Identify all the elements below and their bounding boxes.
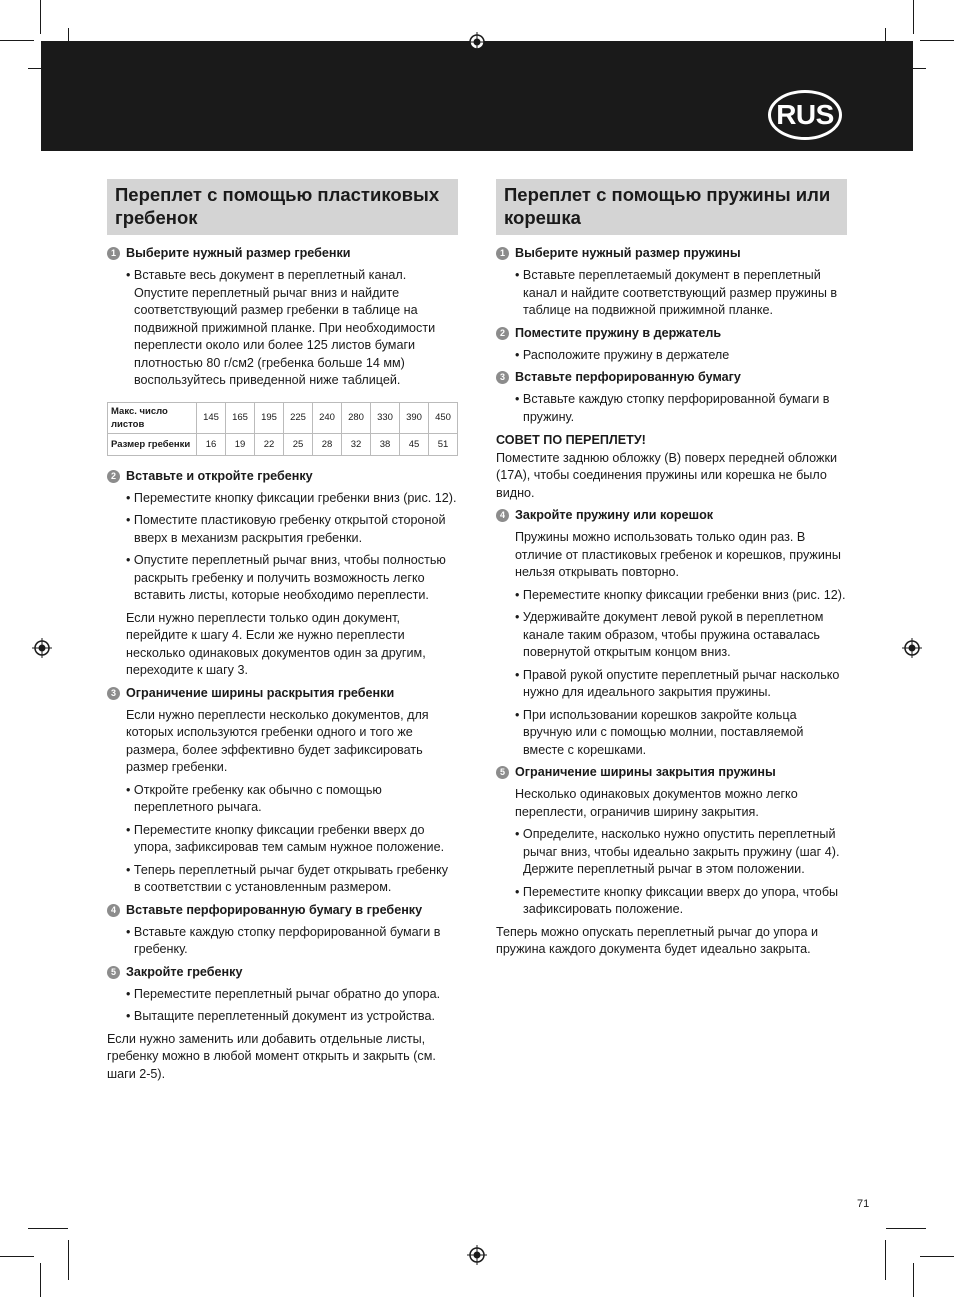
tip-heading: СОВЕТ ПО ПЕРЕПЛЕТУ! (496, 433, 646, 447)
step-title: Выберите нужный размер пружины (515, 246, 741, 260)
step-heading (107, 245, 458, 262)
bullet-item: • Вставьте каждую стопку перфорированной бумаги в пружину. (515, 391, 847, 426)
section-title-wire: Переплет с помощью пружины или корешка (496, 179, 847, 235)
step-number-badge: 3 (496, 371, 509, 384)
step-title: Вставьте и откройте гребенку (126, 468, 313, 483)
closing-paragraph: Если нужно заменить или добавить отдельные листы, гребенку можно в любой момент открыть и закрыть (см. шаги 2-5). (107, 1031, 436, 1081)
step-number-badge: 2 (496, 327, 509, 340)
bullet-item: • Откройте гребенку как обычно с помощью переплетного рычага. (126, 782, 458, 817)
comb-size-table (107, 402, 458, 456)
table-row-header: Макс. число листов (108, 402, 197, 433)
closing-paragraph: Теперь можно опускать переплетный рычаг до упора и пружина каждого документа будет идеально закрыта. (496, 924, 819, 956)
bullet-item: • Опустите переплетный рычаг вниз, чтобы полностью раскрыть гребенку и получить возможность легко вставить листы, которые необходимо переплести. (126, 552, 458, 605)
step-title: Поместите пружину в держатель (515, 325, 722, 340)
table-cell: 22 (255, 433, 284, 455)
step-heading (107, 902, 458, 919)
step-number-badge: 3 (107, 687, 120, 700)
step-number-badge: 1 (496, 247, 509, 260)
table-row-header: Размер гребенки (108, 433, 197, 455)
table-cell: 240 (313, 402, 342, 433)
bullet-item: • Вставьте весь документ в переплетный канал. Опустите переплетный рычаг вниз и найдите соответствующий размер гребенки в таблице на подвижной прижимной планке. При необходимости переплести около или более 125 листов бумаги плотностью 80 г/см2 (гребенка больше 14 мм) воспользуйтесь приведенной ниже таблицей. (126, 267, 458, 390)
step-title: Вставьте перфорированную бумагу в гребенку (126, 902, 423, 917)
step-title: Ограничение ширины закрытия пружины (515, 765, 776, 779)
table-cell: 45 (400, 433, 429, 455)
table-cell: 450 (429, 402, 458, 433)
table-row (108, 402, 458, 433)
step-heading (496, 245, 847, 262)
bullet-item: • Определите, насколько нужно опустить переплетный рычаг вниз, чтобы идеально закрыть пружину (шаг 4). Держите переплетный рычаг в этом положении. (515, 826, 847, 879)
registration-mark-icon (32, 638, 52, 658)
tip-text: Поместите заднюю обложку (B) поверх передней обложки (17A), чтобы соединения пружины или корешка не было видно. (496, 450, 837, 500)
left-column (107, 179, 458, 1088)
step-title: Выберите нужный размер гребенки (126, 246, 351, 260)
table-cell: 280 (342, 402, 371, 433)
step-title: Закройте гребенку (126, 964, 243, 979)
step-number-badge: 1 (107, 247, 120, 260)
registration-mark-icon (467, 32, 487, 52)
step-heading (107, 685, 458, 702)
table-row (108, 433, 458, 455)
bullet-item: • Переместите кнопку фиксации гребенки вниз (рис. 12). (126, 490, 458, 508)
step-title: Закройте пружину или корешок (515, 508, 714, 522)
step-number-badge: 4 (107, 904, 120, 917)
step-number-badge: 5 (496, 766, 509, 779)
table-cell: 145 (197, 402, 226, 433)
bullet-item: • Вставьте каждую стопку перфорированной бумаги в гребенку. (126, 924, 458, 959)
bullet-item: • При использовании корешков закройте кольца вручную или с помощью молнии, поставляемой вместе с корешками. (515, 707, 847, 760)
bullet-item: • Вытащите переплетенный документ из устройства. (126, 1008, 458, 1026)
bullet-item: • Вставьте переплетаемый документ в переплетный канал и найдите соответствующий размер пружины в таблице на подвижной прижимной планке. (515, 267, 847, 320)
table-cell: 165 (226, 402, 255, 433)
bullet-item: • Правой рукой опустите переплетный рычаг насколько нужно для идеального закрытия пружины. (515, 667, 847, 702)
table-cell: 38 (371, 433, 400, 455)
table-cell: 16 (197, 433, 226, 455)
table-cell: 51 (429, 433, 458, 455)
bullet-item: • Переместите переплетный рычаг обратно до упора. (126, 986, 458, 1004)
registration-mark-icon (467, 1245, 487, 1265)
step-title: Ограничение ширины раскрытия гребенки (126, 685, 395, 700)
step-intro: Если нужно переплести несколько документов, для которых используются гребенки одного и того же размера, более эффективно будет зафиксировать размер гребенки. (126, 707, 429, 774)
step-heading (107, 964, 458, 981)
right-column (496, 179, 847, 964)
language-badge: RUS (768, 90, 842, 140)
step-number-badge: 2 (107, 470, 120, 483)
registration-mark-icon (902, 638, 922, 658)
step-heading (496, 325, 847, 342)
step-intro: Несколько одинаковых документов можно легко переплести, ограничив ширину закрытия. (515, 787, 798, 819)
table-cell: 32 (342, 433, 371, 455)
bullet-item: • Удерживайте документ левой рукой в переплетном канале таким образом, чтобы пружина оставалась повернутой открытым концом вниз. (515, 609, 847, 662)
table-cell: 19 (226, 433, 255, 455)
bullet-item: • Расположите пружину в держателе (515, 347, 847, 365)
bullet-item: • Переместите кнопку фиксации вверх до упора, чтобы зафиксировать положение. (515, 884, 847, 919)
step-intro: Пружины можно использовать только один раз. В отличие от пластиковых гребенок и корешков, пружины нельзя открывать повторно. (515, 530, 841, 579)
step-heading (496, 369, 847, 386)
table-cell: 195 (255, 402, 284, 433)
table-cell: 330 (371, 402, 400, 433)
step-heading (496, 764, 847, 781)
step-title: Вставьте перфорированную бумагу (515, 370, 741, 384)
table-cell: 390 (400, 402, 429, 433)
bullet-item: • Переместите кнопку фиксации гребенки вверх до упора, зафиксировав тем самым нужное положение. (126, 822, 458, 857)
bullet-item: • Переместите кнопку фиксации гребенки вниз (рис. 12). (515, 587, 847, 605)
step-heading (107, 468, 458, 485)
step-number-badge: 4 (496, 509, 509, 522)
step-note: Если нужно переплести только один документ, перейдите к шагу 4. Если же нужно переплести несколько одинаковых документов один за другим, переходите к шагу 3. (126, 610, 426, 677)
table-cell: 28 (313, 433, 342, 455)
step-number-badge: 5 (107, 966, 120, 979)
page-number: 71 (857, 1198, 870, 1210)
table-cell: 225 (284, 402, 313, 433)
step-heading (496, 507, 847, 524)
bullet-item: • Теперь переплетный рычаг будет открывать гребенку в соответствии с установленным размером. (126, 862, 458, 897)
table-cell: 25 (284, 433, 313, 455)
bullet-item: • Поместите пластиковую гребенку открытой стороной вверх в механизм раскрытия гребенки. (126, 512, 458, 547)
section-title-combs: Переплет с помощью пластиковых гребенок (107, 179, 458, 235)
